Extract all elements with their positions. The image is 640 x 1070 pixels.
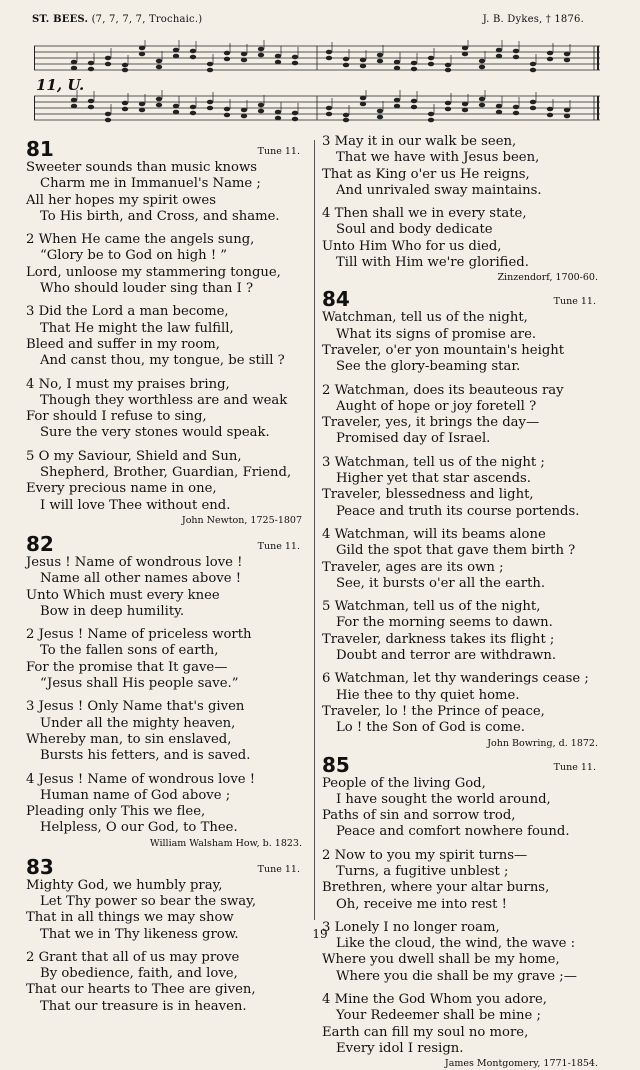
stanza [322, 599, 602, 664]
note-head [156, 103, 162, 108]
verse-line: For the morning seems to dawn. [322, 615, 602, 631]
verse-line: And unrivaled sway maintains. [322, 183, 602, 199]
note-head [207, 100, 213, 105]
verse-line: Name all other names above ! [26, 571, 306, 587]
note-head [122, 63, 128, 68]
verse-line: Traveler, ages are its own ; [322, 560, 602, 576]
verse-line: For the promise that It gave— [26, 660, 306, 676]
note-head [411, 67, 417, 72]
verse-line: All her hopes my spirit owes [26, 193, 306, 209]
note-head [343, 57, 349, 62]
hymn-header [26, 138, 306, 160]
verse-line: 6 Watchman, let thy wanderings cease ; [322, 671, 602, 687]
verse-line: 4 Jesus ! Name of wondrous love ! [26, 772, 306, 788]
note-head [513, 111, 519, 116]
note-head [190, 111, 196, 116]
verse-line: That we have with Jesus been, [322, 150, 602, 166]
note-head [496, 54, 502, 59]
verse-line: Sweeter sounds than music knows [26, 160, 306, 176]
verse-line: Where you dwell shall be my home, [322, 952, 602, 968]
column-divider [314, 140, 315, 920]
verse-line: Promised day of Israel. [322, 431, 602, 447]
note-head [411, 61, 417, 66]
note-head [105, 62, 111, 67]
verse-line: Traveler, lo ! the Prince of peace, [322, 704, 602, 720]
verse-line: “Jesus shall His people save.” [26, 676, 306, 692]
stanza [322, 776, 602, 841]
stanza [322, 527, 602, 592]
note-head [513, 105, 519, 110]
note-head [394, 66, 400, 71]
note-head [241, 52, 247, 57]
verse-line: To the fallen sons of earth, [26, 643, 306, 659]
verse-line: To His birth, and Cross, and shame. [26, 209, 306, 225]
verse-line: That in all things we may show [26, 910, 306, 926]
note-head [462, 108, 468, 113]
note-head [462, 52, 468, 57]
verse-line: Brethren, where your altar burns, [322, 880, 602, 896]
stanza [26, 699, 306, 764]
note-head [275, 116, 281, 121]
note-head [88, 61, 94, 66]
page-number: 19 [0, 927, 640, 941]
verse-line: Bleed and suffer in my room, [26, 337, 306, 353]
note-head [394, 98, 400, 103]
note-head [258, 103, 264, 108]
hymn-number: 83 [26, 856, 54, 878]
verse-line: That our hearts to Thee are given, [26, 982, 306, 998]
note-head [258, 53, 264, 58]
stanza [322, 455, 602, 520]
verse-line: Lo ! the Son of God is come. [322, 720, 602, 736]
stanza [26, 160, 306, 225]
note-head [190, 49, 196, 54]
verse-line: That we in Thy likeness grow. [26, 927, 306, 943]
stanza [26, 449, 306, 514]
verse-line: Higher yet that star ascends. [322, 471, 602, 487]
note-head [88, 99, 94, 104]
note-head [292, 55, 298, 60]
note-head [139, 52, 145, 57]
note-head [275, 60, 281, 65]
note-head [275, 54, 281, 59]
hymn-82 [26, 533, 306, 850]
note-head [88, 67, 94, 72]
tune-reference: Tune 11. [258, 864, 300, 875]
note-head [377, 59, 383, 64]
verse-line: Hie thee to thy quiet home. [322, 688, 602, 704]
note-head [360, 96, 366, 101]
hymn-number: 81 [26, 138, 54, 160]
note-head [207, 68, 213, 73]
verse-line: 3 Jesus ! Only Name that's given [26, 699, 306, 715]
verse-line: Paths of sin and sorrow trod, [322, 808, 602, 824]
note-head [547, 107, 553, 112]
note-head [479, 59, 485, 64]
note-head [377, 53, 383, 58]
verse-line: Unto Which must every knee [26, 588, 306, 604]
hymn-author: William Walsham How, b. 1823. [26, 838, 302, 850]
note-head [258, 47, 264, 52]
verse-line: Traveler, darkness takes its flight ; [322, 632, 602, 648]
note-head [343, 118, 349, 123]
note-head [224, 107, 230, 112]
verse-line: That He might the law fulfill, [26, 321, 306, 337]
verse-line: See, it bursts o'er all the earth. [322, 576, 602, 592]
note-head [360, 102, 366, 107]
verse-line: I will love Thee without end. [26, 498, 306, 514]
note-head [71, 60, 77, 65]
verse-line: 4 Mine the God Whom you adore, [322, 992, 602, 1008]
hymn-header [322, 754, 602, 776]
note-head [292, 117, 298, 122]
verse-line: What its signs of promise are. [322, 327, 602, 343]
note-head [530, 100, 536, 105]
verse-line: Helpless, O our God, to Thee. [26, 820, 306, 836]
verse-line: Peace and truth its course portends. [322, 504, 602, 520]
tune-reference: Tune 11. [258, 146, 300, 157]
verse-line: 3 Did the Lord a man become, [26, 304, 306, 320]
note-head [547, 113, 553, 118]
note-head [564, 58, 570, 63]
verse-line: Watchman, tell us of the night, [322, 310, 602, 326]
verse-line: Unto Him Who for us died, [322, 239, 602, 255]
verse-line: 2 Watchman, does its beauteous ray [322, 383, 602, 399]
stanza [322, 310, 602, 375]
verse-line: Sure the very stones would speak. [26, 425, 306, 441]
note-head [496, 48, 502, 53]
note-head [479, 103, 485, 108]
verse-line: Oh, receive me into rest ! [322, 897, 602, 913]
verse-line: Like the cloud, the wind, the wave : [322, 936, 602, 952]
verse-line: Every idol I resign. [322, 1041, 602, 1057]
hymn-author: John Newton, 1725-1807 [26, 515, 302, 527]
note-head [139, 46, 145, 51]
verse-line: Aught of hope or joy foretell ? [322, 399, 602, 415]
music-staff-bottom [34, 90, 600, 128]
left-column [26, 138, 306, 1015]
verse-line: That as King o'er us He reigns, [322, 167, 602, 183]
tune-reference: Tune 11. [554, 762, 596, 773]
verse-line: Till with Him we're glorified. [322, 255, 602, 271]
note-head [105, 118, 111, 123]
note-head [241, 114, 247, 119]
note-head [564, 114, 570, 119]
note-head [139, 102, 145, 107]
note-head [224, 57, 230, 62]
verse-line: Traveler, yes, it brings the day— [322, 415, 602, 431]
verse-line: Earth can fill my soul no more, [322, 1025, 602, 1041]
verse-line: Human name of God above ; [26, 788, 306, 804]
note-head [292, 111, 298, 116]
verse-line: Traveler, blessedness and light, [322, 487, 602, 503]
note-head [71, 98, 77, 103]
stanza [322, 848, 602, 913]
verse-line: Bow in deep humility. [26, 604, 306, 620]
note-head [241, 58, 247, 63]
note-head [326, 112, 332, 117]
tune-reference: Tune 11. [554, 296, 596, 307]
note-head [224, 113, 230, 118]
note-head [258, 109, 264, 114]
verse-line: 3 Lonely I no longer roam, [322, 920, 602, 936]
note-head [479, 97, 485, 102]
note-head [173, 104, 179, 109]
stanza [26, 232, 306, 297]
verse-line: 2 Jesus ! Name of priceless worth [26, 627, 306, 643]
stanza [26, 627, 306, 692]
verse-line: I have sought the world around, [322, 792, 602, 808]
stanza [322, 383, 602, 448]
note-head [326, 50, 332, 55]
note-head [445, 68, 451, 73]
note-head [156, 97, 162, 102]
note-head [105, 112, 111, 117]
stanza [26, 304, 306, 369]
note-head [547, 51, 553, 56]
note-head [360, 58, 366, 63]
note-head [122, 68, 128, 73]
stanza [26, 555, 306, 620]
note-head [428, 62, 434, 67]
note-head [411, 99, 417, 104]
note-head [190, 55, 196, 60]
hymn-header [26, 856, 306, 878]
stanza [26, 377, 306, 442]
note-head [156, 59, 162, 64]
note-head [428, 112, 434, 117]
note-head [71, 66, 77, 71]
note-head [343, 113, 349, 118]
stanza [26, 950, 306, 1015]
verse-line: Peace and comfort nowhere found. [322, 824, 602, 840]
tune-number: 11, U. [36, 76, 84, 94]
hymn-author: John Bowring, d. 1872. [322, 738, 598, 750]
verse-line: Where you die shall be my grave ;— [322, 969, 602, 985]
stanza [322, 206, 602, 271]
note-head [564, 52, 570, 57]
verse-line: For should I refuse to sing, [26, 409, 306, 425]
hymn-85 [322, 754, 602, 1070]
note-head [394, 104, 400, 109]
hymn-author: James Montgomery, 1771-1854. [322, 1058, 598, 1070]
hymn-author: Zinzendorf, 1700-60. [322, 272, 598, 284]
verse-line: And canst thou, my tongue, be still ? [26, 353, 306, 369]
verse-line: Mighty God, we humbly pray, [26, 878, 306, 894]
note-head [394, 60, 400, 65]
note-head [207, 62, 213, 67]
note-head [479, 65, 485, 70]
hymn-83-continued [322, 134, 602, 284]
verse-line: 2 Now to you my spirit turns— [322, 848, 602, 864]
verse-line: See the glory-beaming star. [322, 359, 602, 375]
tune-meter: (7, 7, 7, 7, Trochaic.) [92, 14, 203, 25]
verse-line: Whereby man, to sin enslaved, [26, 732, 306, 748]
note-head [292, 61, 298, 66]
verse-line: Pleading only This we flee, [26, 804, 306, 820]
verse-line: Traveler, o'er yon mountain's height [322, 343, 602, 359]
tune-name: ST. BEES. [32, 14, 88, 25]
note-head [462, 46, 468, 51]
verse-line: By obedience, faith, and love, [26, 966, 306, 982]
note-head [122, 107, 128, 112]
verse-line: Let Thy power so bear the sway, [26, 894, 306, 910]
hymn-header [322, 288, 602, 310]
note-head [360, 64, 366, 69]
note-head [564, 108, 570, 113]
verse-line: 5 O my Saviour, Shield and Sun, [26, 449, 306, 465]
note-head [71, 104, 77, 109]
note-head [428, 118, 434, 123]
note-head [122, 101, 128, 106]
note-head [173, 110, 179, 115]
stanza [322, 671, 602, 736]
note-head [275, 110, 281, 115]
verse-line: Lord, unloose my stammering tongue, [26, 265, 306, 281]
note-head [190, 105, 196, 110]
note-head [530, 62, 536, 67]
verse-line: Charm me in Immanuel's Name ; [26, 176, 306, 192]
note-head [224, 51, 230, 56]
note-head [513, 49, 519, 54]
verse-line: Your Redeemer shall be mine ; [322, 1008, 602, 1024]
hymn-header [26, 533, 306, 555]
note-head [173, 48, 179, 53]
stanza [26, 772, 306, 837]
verse-line: 3 May it in our walk be seen, [322, 134, 602, 150]
note-head [88, 105, 94, 110]
tune-title [32, 14, 202, 25]
music-staff-top [34, 40, 600, 78]
verse-line: Every precious name in one, [26, 481, 306, 497]
stanza [322, 992, 602, 1057]
verse-line: Bursts his fetters, and is saved. [26, 748, 306, 764]
note-head [496, 104, 502, 109]
note-head [173, 54, 179, 59]
hymn-84 [322, 288, 602, 749]
note-head [326, 56, 332, 61]
verse-line: 4 No, I must my praises bring, [26, 377, 306, 393]
verse-line: Turns, a fugitive unblest ; [322, 864, 602, 880]
verse-line: “Glory be to God on high ! ” [26, 248, 306, 264]
note-head [343, 63, 349, 68]
hymn-number: 85 [322, 754, 350, 776]
note-head [139, 108, 145, 113]
note-head [326, 106, 332, 111]
hymn-81 [26, 138, 306, 527]
verse-line: 3 Watchman, tell us of the night ; [322, 455, 602, 471]
note-head [105, 56, 111, 61]
note-head [462, 102, 468, 107]
note-head [377, 115, 383, 120]
verse-line: Doubt and terror are withdrawn. [322, 648, 602, 664]
verse-line: Gild the spot that gave them birth ? [322, 543, 602, 559]
note-head [411, 105, 417, 110]
verse-line: People of the living God, [322, 776, 602, 792]
verse-line: Who should louder sing than I ? [26, 281, 306, 297]
hymn-number: 82 [26, 533, 54, 555]
note-head [377, 109, 383, 114]
composer: J. B. Dykes, † 1876. [483, 14, 584, 25]
stanza [322, 134, 602, 199]
verse-line: Soul and body dedicate [322, 222, 602, 238]
note-head [428, 56, 434, 61]
note-head [513, 55, 519, 60]
note-head [445, 101, 451, 106]
verse-line: 5 Watchman, tell us of the night, [322, 599, 602, 615]
note-head [445, 107, 451, 112]
verse-line: Jesus ! Name of wondrous love ! [26, 555, 306, 571]
verse-line: Shepherd, Brother, Guardian, Friend, [26, 465, 306, 481]
hymn-number: 84 [322, 288, 350, 310]
note-head [496, 110, 502, 115]
verse-line: 4 Watchman, will its beams alone [322, 527, 602, 543]
verse-line: 2 Grant that all of us may prove [26, 950, 306, 966]
note-head [156, 65, 162, 70]
note-head [530, 106, 536, 111]
note-head [207, 106, 213, 111]
verse-line: Under all the mighty heaven, [26, 716, 306, 732]
note-head [530, 68, 536, 73]
note-head [241, 108, 247, 113]
tune-reference: Tune 11. [258, 541, 300, 552]
verse-line: 2 When He came the angels sung, [26, 232, 306, 248]
note-head [445, 63, 451, 68]
verse-line: 4 Then shall we in every state, [322, 206, 602, 222]
note-head [547, 57, 553, 62]
verse-line: Though they worthless are and weak [26, 393, 306, 409]
verse-line: That our treasure is in heaven. [26, 999, 306, 1015]
